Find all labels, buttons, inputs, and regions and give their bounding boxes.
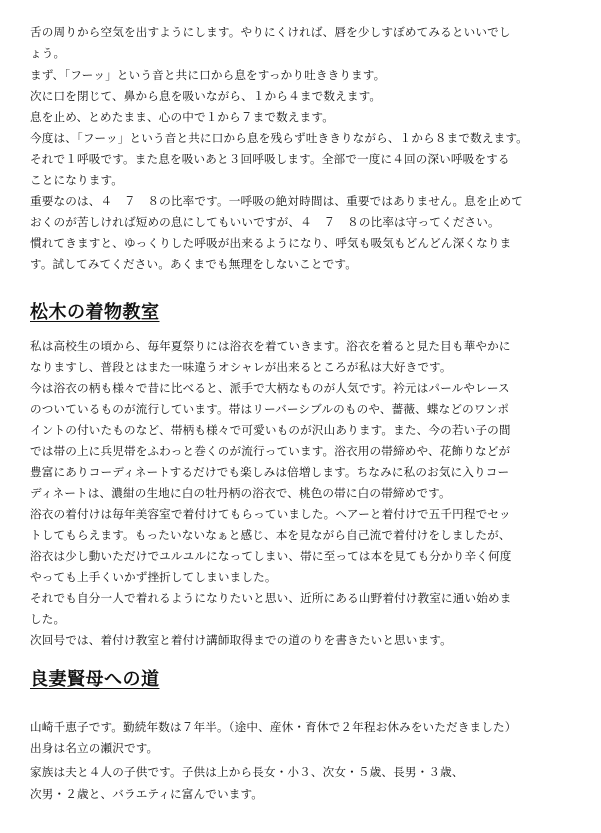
intro-line: 今度は、「フーッ」という音と共に口から息を残らず吐ききりながら、１から８まで数えます。 — [30, 131, 528, 145]
section1-line: 私は高校生の頃から、毎年夏祭りには浴衣を着ていきます。浴衣を着ると見た目も華やかに — [30, 339, 511, 353]
intro-line: それで１呼吸です。また息を吸いあと３回呼吸します。全部で一度に４回の深い呼吸をする — [30, 152, 510, 166]
intro-line: 慣れてきますと、ゆっくりした呼吸が出来るようになり、呼気も吸気もどんどん深くなりま — [30, 236, 512, 250]
intro-line: す。試してみてください。あくまでも無理をしないことです。 — [30, 257, 357, 271]
intro-line: おくのが苦しければ短めの息にしてもいいですが、４ ７ ８の比率は守ってください。 — [30, 215, 500, 229]
section1-line: ディネートは、濃紺の生地に白の牡丹柄の浴衣で、桃色の帯に白の帯締めです。 — [30, 486, 451, 500]
section1-line: イントの付いたものなど、帯柄も様々で可愛いものが沢山あります。また、今の若い子の間 — [30, 423, 511, 437]
section1-line: なりますし、普段とはまた一味違うオシャレが出来るところが私は大好きです。 — [30, 360, 452, 374]
section-title-good-wife: 良妻賢母への道 — [30, 669, 160, 690]
section1-line: 豊富にありコーディネートするだけでも楽しみは倍増します。ちなみに私のお気に入りコー — [30, 465, 510, 479]
intro-line: 息を止め、とめたまま、心の中で１から７まで数えます。 — [30, 110, 334, 124]
intro-line: 次に口を閉じて、鼻から息を吸いながら、１から４まで数えます。 — [30, 89, 382, 103]
section1-line: やっても上手くいかず挫折してしまいました。 — [30, 570, 277, 584]
intro-line: ことになります。 — [30, 173, 124, 187]
section1-line: それでも自分一人で着れるようになりたいと思い、近所にある山野着付け教室に通い始めま — [30, 591, 512, 605]
section2-line: 山崎千恵子です。勤続年数は７年半。（途中、産休・育休で２年程お休みをいただきました） — [30, 720, 517, 734]
intro-line: まず、「フーッ」という音と共に口から息をすっかり吐ききります。 — [30, 68, 386, 82]
section1-line: 次回号では、着付け教室と着付け講師取得までの道のりを書きたいと思います。 — [30, 633, 452, 647]
intro-line: ょう。 — [30, 46, 66, 60]
section1-line: のついているものが流行しています。帯はリーバーシブルのものや、薔薇、蝶などのワンポ — [30, 402, 510, 416]
section1-line: 浴衣は少し動いただけでユルユルになってしまい、帯に至っては本を見ても分かり辛く何度 — [30, 549, 512, 563]
section2-line: 次男・２歳と、バラエティに富んでいます。 — [30, 787, 264, 801]
section1-line: した。 — [30, 612, 66, 626]
section1-line: トしてもらえます。もったいないなぁと感じ、本を見ながら自己流で着付けをしましたが、 — [30, 528, 511, 542]
section2-line: 家族は夫と４人の子供です。子供は上から長女・小３、次女・５歳、長男・３歳、 — [30, 765, 464, 779]
intro-line: 重要なのは、４ ７ ８の比率です。一呼吸の絶対時間は、重要ではありません。息を止めて — [30, 194, 524, 208]
section1-line: 今は浴衣の柄も様々で昔に比べると、派手で大柄なものが人気です。衿元はパールやレース — [30, 381, 510, 395]
section2-line: 出身は名立の瀬沢です。 — [30, 741, 159, 755]
section1-line: では帯の上に兵児帯をふわっと巻くのが流行っています。浴衣用の帯締めや、花飾りなどが — [30, 444, 511, 458]
intro-line: 舌の周りから空気を出すようにします。やりにくければ、唇を少しすぼめてみるといいでし — [30, 25, 511, 39]
section-title-kimono: 松木の着物教室 — [30, 302, 160, 323]
section1-line: 浴衣の着付けは毎年美容室で着付けてもらっていました。ヘアーと着付けで五千円程でセッ — [30, 507, 511, 521]
